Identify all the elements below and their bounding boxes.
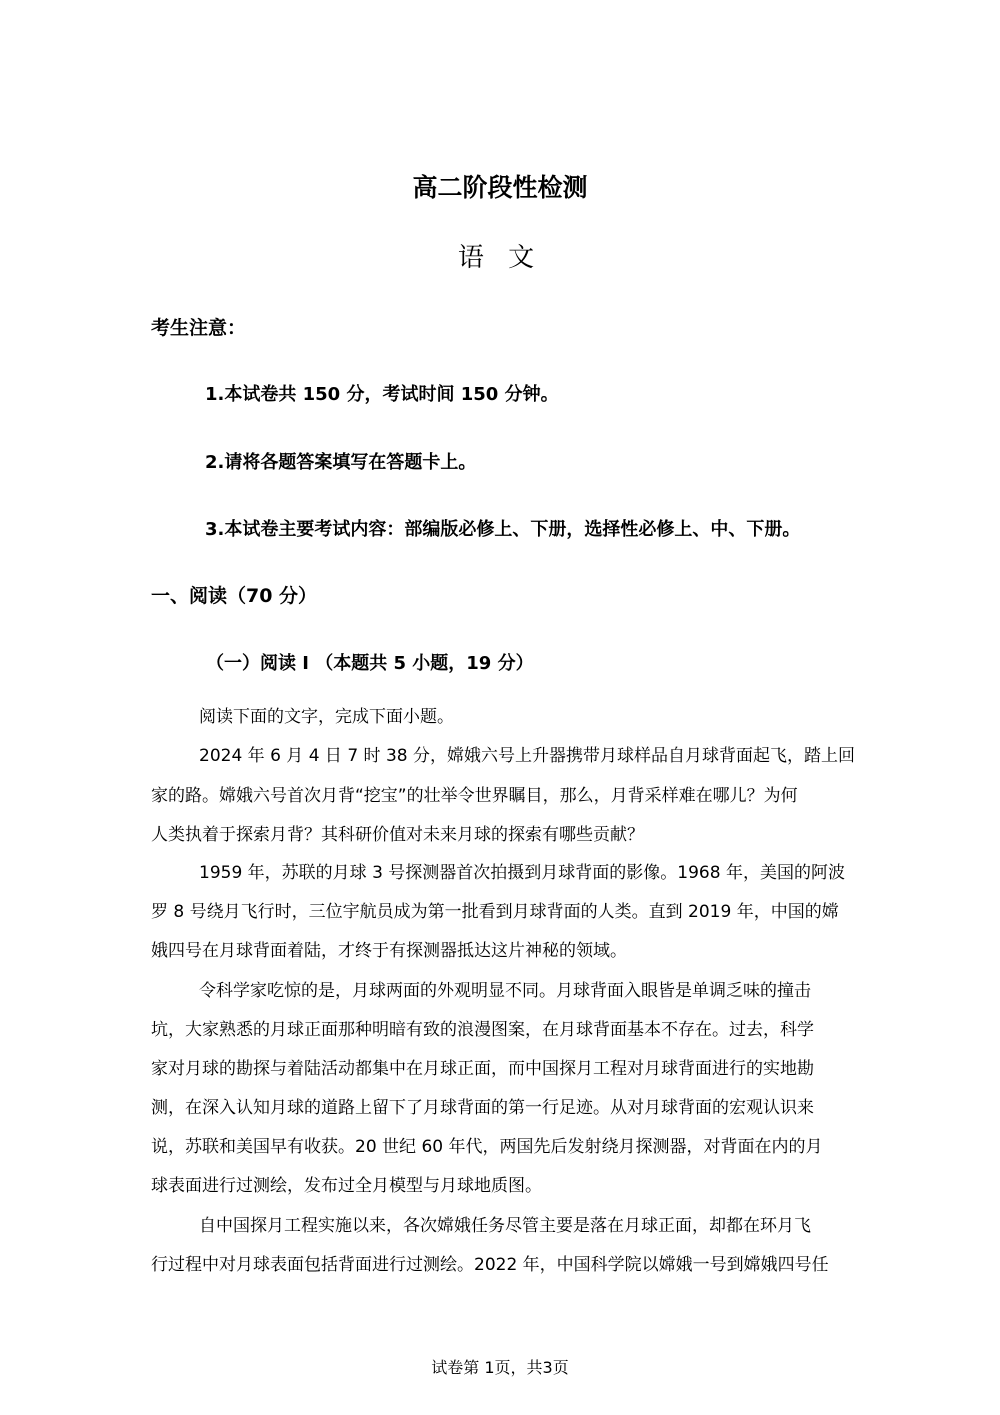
exam-title: 高二阶段性检测 [412,173,588,202]
passage-line: 家的路。嫦娥六号首次月背“挖宝”的壮举令世界瞩目，那么，月背采样难在哪儿？为何 [151,786,798,806]
notice-item-3: 3.本试卷主要考试内容：部编版必修上、下册，选择性必修上、中、下册。 [205,519,801,540]
passage-line: 说，苏联和美国早有收获。20 世纪 60 年代，两国先后发射绕月探测器，对背面在内的月 [151,1137,823,1157]
passage-instruction: 阅读下面的文字，完成下面小题。 [199,707,454,727]
passage-line: 罗 8 号绕月飞行时，三位宇航员成为第一批看到月球背面的人类。直到 2019 年，中国的嫦 [151,902,839,922]
passage-line: 自中国探月工程实施以来，各次嫦娥任务尽管主要是落在月球正面，却都在环月飞 [199,1216,811,1236]
notice-item-1: 1.本试卷共 150 分，考试时间 150 分钟。 [205,384,559,405]
passage-line: 坑，大家熟悉的月球正面那种明暗有致的浪漫图案，在月球背面基本不存在。过去，科学 [151,1020,814,1040]
notice-item-2: 2.请将各题答案填写在答题卡上。 [205,452,477,473]
passage-line: 行过程中对月球表面包括背面进行过测绘。2022 年，中国科学院以嫦娥一号到嫦娥四号任 [151,1255,829,1275]
subject-title: 语 文 [457,243,543,273]
passage-line: 测，在深入认知月球的道路上留下了月球背面的第一行足迹。从对月球背面的宏观认识来 [151,1098,814,1118]
passage-line: 人类执着于探索月背？其科研价值对未来月球的探索有哪些贡献？ [151,825,644,845]
page-footer: 试卷第 1页，共3页 [431,1358,569,1377]
passage-line: 2024 年 6 月 4 日 7 时 38 分，嫦娥六号上升器携带月球样品自月球背面起飞，踏上回 [199,746,855,766]
passage-line: 1959 年，苏联的月球 3 号探测器首次拍摄到月球背面的影像。1968 年，美国的阿波 [199,863,845,883]
subsection-heading: （一）阅读 I （本题共 5 小题，19 分） [206,653,534,674]
passage-line: 家对月球的勘探与着陆活动都集中在月球正面，而中国探月工程对月球背面进行的实地勘 [151,1059,814,1079]
passage-line: 令科学家吃惊的是，月球两面的外观明显不同。月球背面入眼皆是单调乏味的撞击 [199,981,811,1001]
passage-line: 娥四号在月球背面着陆，才终于有探测器抵达这片神秘的领域。 [151,941,627,961]
notice-heading: 考生注意： [151,317,247,339]
passage-line: 球表面进行过测绘，发布过全月模型与月球地质图。 [151,1176,542,1196]
section-heading: 一、阅读（70 分） [151,585,318,607]
